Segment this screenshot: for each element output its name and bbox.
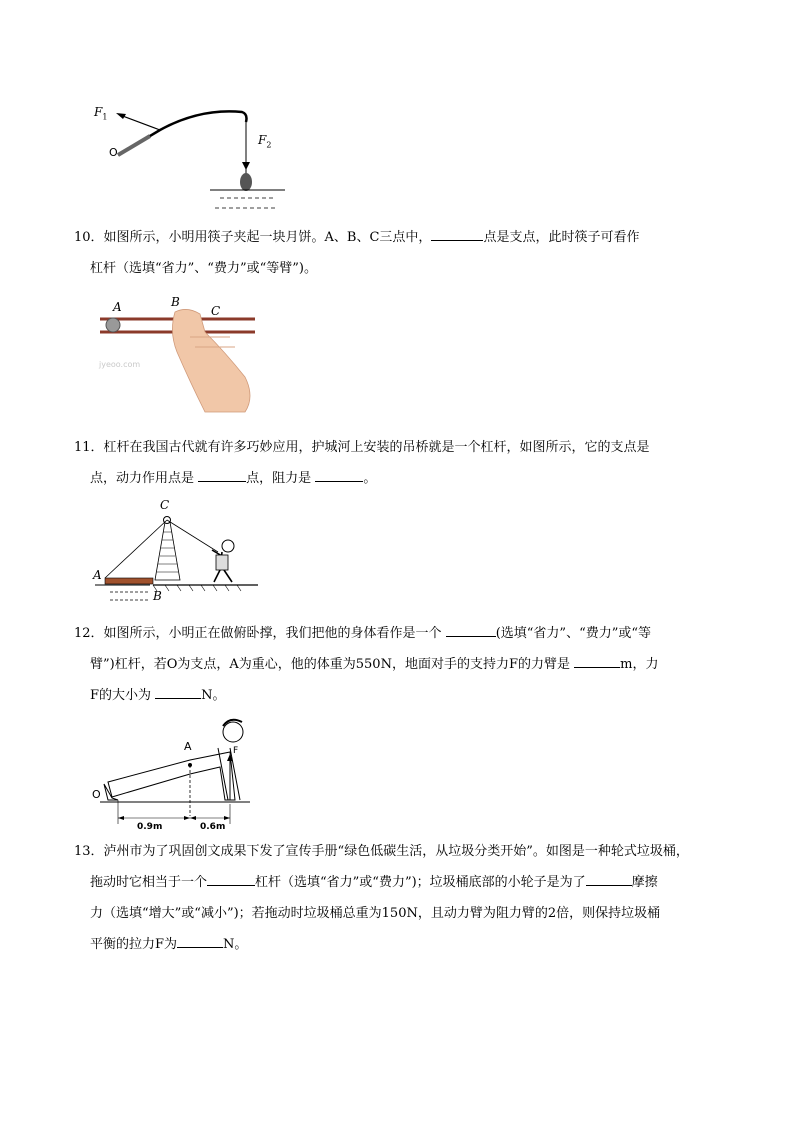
question-number: 11 — [74, 440, 91, 455]
answer-blank[interactable] — [574, 654, 620, 668]
answer-blank[interactable] — [207, 872, 255, 886]
question-number: 13 — [74, 844, 91, 859]
fishing-rod-figure — [90, 100, 300, 215]
fishing-rod-diagram — [90, 100, 300, 215]
pivot-o-label: O — [109, 146, 118, 159]
pivot-o-label: O — [92, 788, 101, 801]
force-f1-label: $F_1$ — [94, 105, 108, 122]
chopsticks-figure — [95, 292, 260, 417]
point-c-label: C — [160, 498, 170, 512]
pushup-figure — [90, 712, 260, 838]
force-f-label: F — [233, 746, 239, 756]
question-12: 12．如图所示，小明正在做俯卧撑，我们把他的身体看作是一个 (选填“省力”、“费力”或“等 臂”)杠杆，若O为支点，A为重心，他的体重为550N，地面对手的支持力F的力臂是 m，力 F的大小为 N。 — [74, 618, 724, 711]
distance-label: 0.6m — [200, 822, 226, 832]
distance-label: 0.9m — [137, 822, 163, 832]
question-13: 13．泸州市为了巩固创文成果下发了宣传手册“绿色低碳生活，从垃圾分类开始”。如图是一种轮式垃圾桶， 拖动时它相当于一个 杠杆（选填“省力”或“费力”)；垃圾桶底部的小轮子是为了 摩擦 力（选填“增大”或“减小”)；若拖动时垃圾桶总重为150N，且动力臂为阻力臂的2倍，则保持垃圾桶 平衡的拉力F为 N。 — [74, 844, 689, 952]
question-11: 11．杠杆在我国古代就有许多巧妙应用，护城河上安装的吊桥就是一个杠杆，如图所示，它的支点是 点，动力作用点是 点，阻力是 。 — [74, 440, 650, 486]
point-b-label: B — [171, 295, 180, 309]
point-a-label: A — [113, 300, 122, 314]
gravity-center-a-label: A — [184, 740, 192, 753]
point-c-label: C — [211, 304, 221, 318]
answer-blank[interactable] — [198, 468, 246, 482]
question-number: 12 — [74, 626, 91, 641]
watermark: jyeoo.com — [99, 360, 141, 369]
question-number: 10 — [74, 230, 91, 245]
answer-blank[interactable] — [177, 934, 223, 948]
answer-blank[interactable] — [431, 227, 483, 241]
drawbridge-figure — [90, 500, 260, 608]
answer-blank[interactable] — [446, 623, 496, 637]
pushup-diagram — [90, 712, 260, 838]
answer-blank[interactable] — [586, 872, 632, 886]
force-f2-label: $F_2$ — [258, 133, 272, 150]
point-a-label: A — [93, 568, 102, 582]
answer-blank[interactable] — [155, 685, 201, 699]
question-10: 10．如图所示，小明用筷子夹起一块月饼。A、B、C三点中， 点是支点，此时筷子可看作 杠杆（选填“省力”、“费力”或“等臂”)。 — [74, 222, 724, 284]
answer-blank[interactable] — [315, 468, 363, 482]
point-b-label: B — [153, 589, 162, 603]
drawbridge-diagram — [90, 500, 260, 608]
